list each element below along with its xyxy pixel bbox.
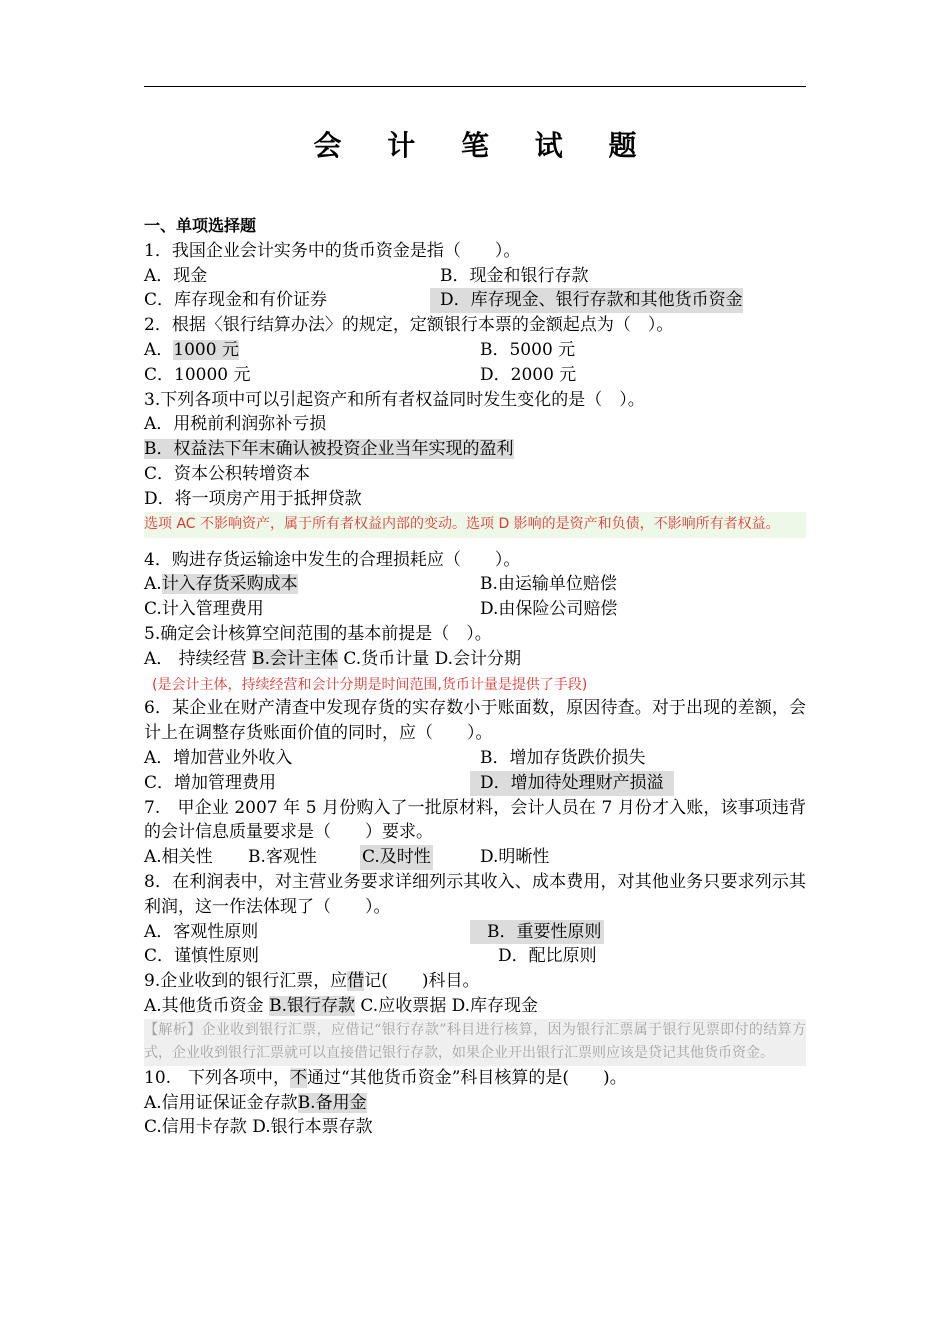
option-d: D．将一项房产用于抵押贷款 bbox=[144, 488, 362, 509]
option-c: C．10000 元 bbox=[144, 364, 251, 385]
option-a: A.信用证保证金存款 bbox=[144, 1092, 298, 1113]
page-title: 会 计 笔 试 题 bbox=[313, 129, 655, 162]
option-a: A.相关性 bbox=[144, 847, 213, 868]
stem-text-end: 通过“其他货币资金”科目核算的是( )。 bbox=[307, 1067, 627, 1088]
option-b-answer: B.银行存款 bbox=[269, 995, 355, 1016]
option-a-answer: 1000 元 bbox=[173, 339, 239, 360]
question-10-stem bbox=[144, 1066, 806, 1091]
option-a-answer: 计入存货采购成本 bbox=[161, 574, 298, 595]
option-a: A．客观性原则 bbox=[144, 921, 259, 942]
option-d: D.由保险公司赔偿 bbox=[480, 599, 618, 620]
question-7-stem: 7. 甲企业 2007 年 5 月份购入了一批原材料，会计人员在 7 月份才入账，该事项违背的会计信息质量要求是（ ）要求。 bbox=[144, 797, 806, 843]
question-5-stem: 5.确定会计核算空间范围的基本前提是（ ）。 bbox=[144, 623, 492, 644]
question-1-options-ab bbox=[144, 264, 806, 289]
question-6-options-ab bbox=[144, 746, 806, 771]
option-b: B．现金和银行存款 bbox=[440, 265, 589, 286]
question-9-options bbox=[144, 994, 806, 1019]
question-8-options-cd bbox=[144, 944, 806, 969]
option-a: A． 持续经营 bbox=[144, 648, 253, 669]
section-heading: 一、单项选择题 bbox=[144, 216, 257, 235]
option-cd: C.货币计量 D.会计分期 bbox=[338, 648, 522, 669]
question-9-explanation: 【解析】企业收到银行汇票，应借记“银行存款”科目进行核算，因为银行汇票属于银行见票即付的结算方式，企业收到银行汇票就可以直接借记银行存款，如果企业开出银行汇票则应该是贷记其他货币资金。 bbox=[144, 1019, 806, 1066]
question-8-stem: 8．在利润表中，对主营业务要求详细列示其收入、成本费用，对其他业务只要求列示其利润，这一作法体现了（ ）。 bbox=[144, 871, 806, 917]
question-10-options-ab bbox=[144, 1091, 806, 1116]
question-4-options-cd bbox=[144, 597, 806, 622]
option-c: C．谨慎性原则 bbox=[144, 946, 260, 967]
stem-text: 10. 下列各项中， bbox=[144, 1067, 291, 1088]
option-c: C．资本公积转增资本 bbox=[144, 463, 311, 484]
question-5-options bbox=[144, 647, 806, 672]
question-2-stem: 2．根据〈银行结算办法〉的规定，定额银行本票的金额起点为（ ）。 bbox=[144, 315, 674, 336]
option-b-answer: B.会计主体 bbox=[252, 648, 338, 669]
option-d-answer: D．增加待处理财产损溢 bbox=[470, 771, 674, 796]
stem-text-end: 记( )科目。 bbox=[364, 971, 480, 992]
question-1-stem: 1．我国企业会计实务中的货币资金是指（ ）。 bbox=[144, 240, 521, 261]
question-1-options-cd bbox=[144, 288, 806, 313]
question-9-stem bbox=[144, 969, 806, 994]
question-8-options-ab bbox=[144, 920, 806, 945]
option-a: A．增加营业外收入 bbox=[144, 747, 293, 768]
option-b: B．5000 元 bbox=[480, 339, 576, 360]
question-6-options-cd bbox=[144, 771, 806, 796]
question-4-stem: 4．购进存货运输途中发生的合理损耗应（ ）。 bbox=[144, 549, 521, 570]
stem-highlight: 借 bbox=[347, 971, 365, 992]
question-2-options-cd bbox=[144, 363, 806, 388]
option-a-prefix: A. bbox=[144, 574, 162, 595]
option-c-answer: C.及时性 bbox=[360, 845, 433, 870]
option-b-answer: B.备用金 bbox=[297, 1092, 367, 1113]
option-b: B.由运输单位赔偿 bbox=[480, 574, 617, 595]
stem-highlight: 不 bbox=[290, 1067, 308, 1088]
question-7-options bbox=[144, 845, 806, 870]
option-a: A.其他货币资金 bbox=[144, 995, 270, 1016]
option-b-answer: B．权益法下年末确认被投资企业当年实现的盈利 bbox=[144, 439, 514, 460]
option-b: B．增加存货跌价损失 bbox=[480, 747, 646, 768]
exam-body bbox=[144, 214, 806, 1140]
question-3-explanation: 选项 AC 不影响资产，属于所有者权益内部的变动。选项 D 影响的是资产和负债，不影响所有者权益。 bbox=[144, 512, 806, 538]
option-d: D.明晰性 bbox=[480, 847, 550, 868]
option-cd: C.应收票据 D.库存现金 bbox=[355, 995, 539, 1016]
option-a: A．现金 bbox=[144, 265, 208, 286]
option-d: D．2000 元 bbox=[480, 364, 577, 385]
question-5-explanation: (是会计主体，持续经营和会计分期是时间范围,货币计量是提供了手段) bbox=[152, 676, 588, 693]
option-d-answer: D．库存现金、银行存款和其他货币资金 bbox=[430, 288, 743, 313]
question-6-stem: 6．某企业在财产清查中发现存货的实存数小于账面数，原因待查。对于出现的差额，会计上在调整存货账面价值的同时，应（ ）。 bbox=[144, 698, 806, 744]
header-rule bbox=[144, 86, 806, 87]
option-c: C.计入管理费用 bbox=[144, 599, 264, 620]
stem-text: 9.企业收到的银行汇票，应 bbox=[144, 971, 348, 992]
option-c: C．增加管理费用 bbox=[144, 772, 277, 793]
option-a: A．用税前利润弥补亏损 bbox=[144, 414, 327, 435]
option-d: D．配比原则 bbox=[498, 946, 597, 967]
question-3-stem: 3.下列各项中可以引起资产和所有者权益同时发生变化的是（ ）。 bbox=[144, 389, 645, 410]
question-4-options-ab bbox=[144, 572, 806, 597]
option-b-answer: B．重要性原则 bbox=[470, 920, 604, 945]
option-b: B.客观性 bbox=[248, 847, 317, 868]
question-10-options-cd: C.信用卡存款 D.银行本票存款 bbox=[144, 1117, 373, 1138]
option-a-prefix: A． bbox=[144, 339, 174, 360]
question-2-options-ab bbox=[144, 338, 806, 363]
option-c: C．库存现金和有价证券 bbox=[144, 290, 328, 311]
